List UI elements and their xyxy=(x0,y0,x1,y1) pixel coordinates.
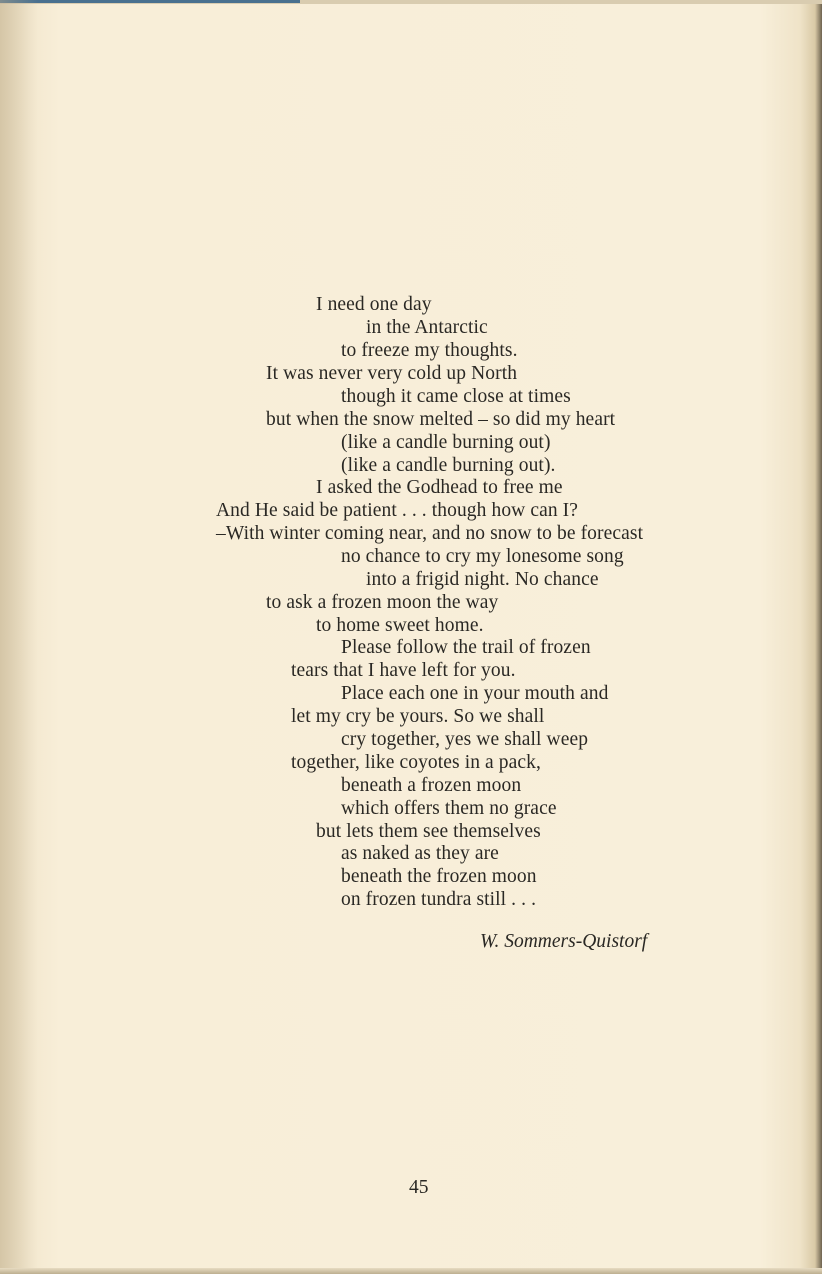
poem-line: let my cry be yours. So we shall xyxy=(291,706,545,727)
poem-line: beneath a frozen moon xyxy=(341,775,522,796)
poem-line: on frozen tundra still . . . xyxy=(341,889,537,910)
poem-line: which offers them no grace xyxy=(341,798,557,819)
poem-line: I asked the Godhead to free me xyxy=(316,477,563,498)
poem-line: cry together, yes we shall weep xyxy=(341,729,589,750)
poem-line: to home sweet home. xyxy=(316,615,484,636)
page-bottom-edge xyxy=(0,1268,822,1274)
page-top-edge-accent xyxy=(0,0,300,3)
poem-line: in the Antarctic xyxy=(366,317,488,338)
poem-line: together, like coyotes in a pack, xyxy=(291,752,541,773)
poem-line: as naked as they are xyxy=(341,843,499,864)
poem-author: W. Sommers-Quistorf xyxy=(480,931,648,952)
poem-line: tears that I have left for you. xyxy=(291,660,516,681)
poem-line: to ask a frozen moon the way xyxy=(266,592,499,613)
poem-line: –With winter coming near, and no snow to be forecast xyxy=(216,523,644,544)
poem-line: into a frigid night. No chance xyxy=(366,569,599,590)
poem-line: but when the snow melted – so did my heart xyxy=(266,409,616,430)
poem-line: beneath the frozen moon xyxy=(341,866,537,887)
poem-line: but lets them see themselves xyxy=(316,821,541,842)
poem-line: (like a candle burning out) xyxy=(341,432,551,453)
poem-line: no chance to cry my lonesome song xyxy=(341,546,624,567)
page-spine-shade xyxy=(0,0,38,1274)
page-number: 45 xyxy=(409,1177,429,1198)
poem-line: to freeze my thoughts. xyxy=(341,340,518,361)
poem-line: though it came close at times xyxy=(341,386,571,407)
poem-line: (like a candle burning out). xyxy=(341,455,556,476)
poem-line: I need one day xyxy=(316,294,432,315)
poem-line: And He said be patient . . . though how can I? xyxy=(216,500,579,521)
poem-line: Please follow the trail of frozen xyxy=(341,637,591,658)
poem-line: Place each one in your mouth and xyxy=(341,683,609,704)
poem-line: It was never very cold up North xyxy=(266,363,518,384)
